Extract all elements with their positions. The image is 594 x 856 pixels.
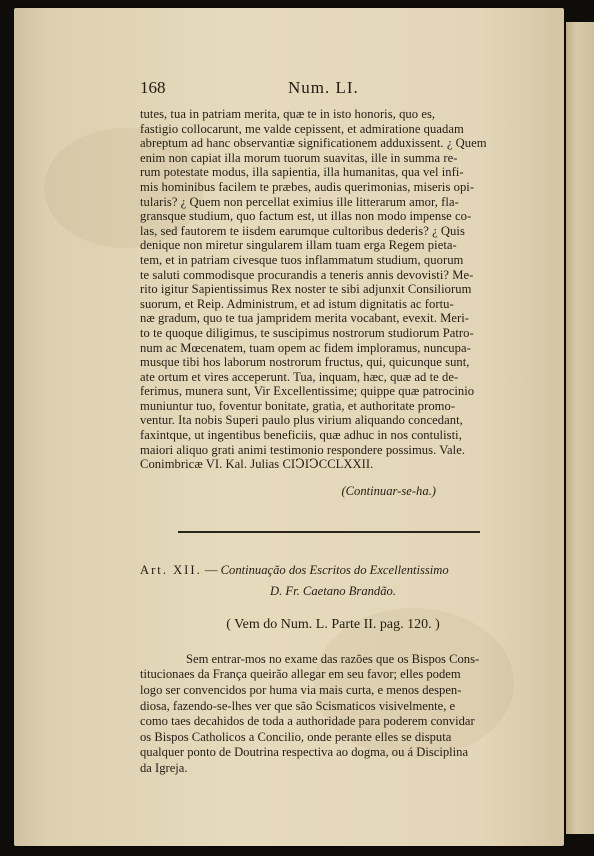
text-line: Sem entrar-mos no exame das razões que os Bispos Cons- (186, 651, 480, 666)
page-content (140, 78, 526, 777)
adjacent-page-edge (566, 22, 594, 834)
text-line: to te quoque diligimus, te suscipimus nostrorum studiorum Patro- (140, 325, 474, 340)
running-title: Num. LI. (288, 78, 359, 97)
text-line: rito igitur Sapientissimus Rex noster te sibi adjunxit Consiliorum (140, 282, 472, 297)
text-line: tularis? ¿ Quem non percellat eximius ille litterarum amor, fla- (140, 194, 459, 209)
text-line: ferimus, munera sunt, Vir Excellentissime; quippe quæ patrocinio (140, 384, 475, 399)
text-line: ate ortum et vires acceperunt. Tua, inquam, hæc, quæ ad te de- (140, 369, 459, 384)
text-line: faxintque, ut ingentibus beneficiis, quæ adhuc in nos contulisti, (140, 428, 462, 443)
article-title-line2: D. Fr. Caetano Brandão. (270, 583, 396, 598)
text-line: Conimbricæ VI. Kal. Julias CIↃIↃCCLXXII. (140, 457, 374, 472)
text-line: diosa, fazendo-se-lhes ver que são Scismaticos visivelmente, e (140, 698, 456, 713)
text-line: tutes, tua in patriam merita, quæ te in isto honoris, quo es, (140, 107, 436, 121)
text-line: qualquer ponto de Doutrina respectiva ao dogma, ou á Disciplina (140, 745, 469, 760)
text-line: da Igreja. (140, 761, 188, 775)
text-line: abreptum ad hanc observantiæ significationem adduxissent. ¿ Quem (140, 136, 487, 151)
text-line: os Bispos Catholicos a Concilio, onde perante elles se disputa (140, 729, 452, 744)
article-heading (140, 563, 526, 578)
text-line: titucionaes da França queirão allegar em seu favor; elles podem (140, 667, 461, 682)
text-line: tem, et in patriam civesque tuos inflammatum studium, quorum (140, 252, 464, 267)
page-number: 168 (140, 78, 166, 97)
article-body-text (140, 652, 526, 777)
section-divider (178, 531, 480, 533)
running-header (140, 78, 526, 104)
article-label: Art. XII. (140, 562, 202, 577)
text-line: rum potestate modus, illa sapientia, illa humanitas, qua vel infi- (140, 165, 464, 180)
text-line: enim non capiat illa morum tuorum suavitas, ille in summa re- (140, 150, 458, 165)
latin-dedication-text (140, 107, 526, 472)
text-line: logo ser convencidos por huma via mais curta, e menos despen- (140, 683, 462, 698)
article-dash: — (204, 562, 218, 577)
text-line: næ gradum, quo te tua jampridem merita vocabant, evexit. Meri- (140, 311, 470, 326)
text-line: ventur. Ita nobis Superi paulo plus virium aliquando concedant, (140, 413, 463, 428)
text-line: mis hominibus facilem te præbes, audis querimonias, miseris opi- (140, 179, 475, 194)
text-line: te saluti commodisque procurandis a teneris annis devovisti? Me- (140, 267, 474, 282)
text-line: muniuntur tuo, foventur bonitate, gratia, et authoritate promo- (140, 398, 456, 413)
text-line: fastigio collocarunt, me valde cepissent, et admiratione quadam (140, 121, 464, 136)
article-title-line1: Continuação dos Escritos do Excellentissimo (220, 562, 449, 577)
text-line: gransque studium, quo factum est, ut illas non modo impense co- (140, 209, 472, 224)
text-line: como taes decahidos de toda a authoridade para poderem convidar (140, 714, 475, 729)
source-note: ( Vem do Num. L. Parte II. pag. 120. ) (226, 616, 440, 632)
text-line: las, sed fautorem te iisdem earumque cultoribus dederis? ¿ Quis (140, 223, 465, 238)
text-line: maiori aliquo grati animi testimonio respondere possimus. Vale. (140, 442, 466, 457)
text-line: num ac Mœcenatem, tuam opem ac fidem imploramus, nuncupa- (140, 340, 471, 355)
continuation-note: (Continuar-se-ha.) (341, 483, 436, 498)
text-line: suorum, et Reip. Administrum, et ad istum dignitatis ac fortu- (140, 296, 454, 311)
text-line: denique non miretur singularem illam tuam erga Regem pieta- (140, 238, 457, 253)
text-line: musque tibi hos laborum nostrorum fructus, qui, quicunque sunt, (140, 355, 470, 370)
